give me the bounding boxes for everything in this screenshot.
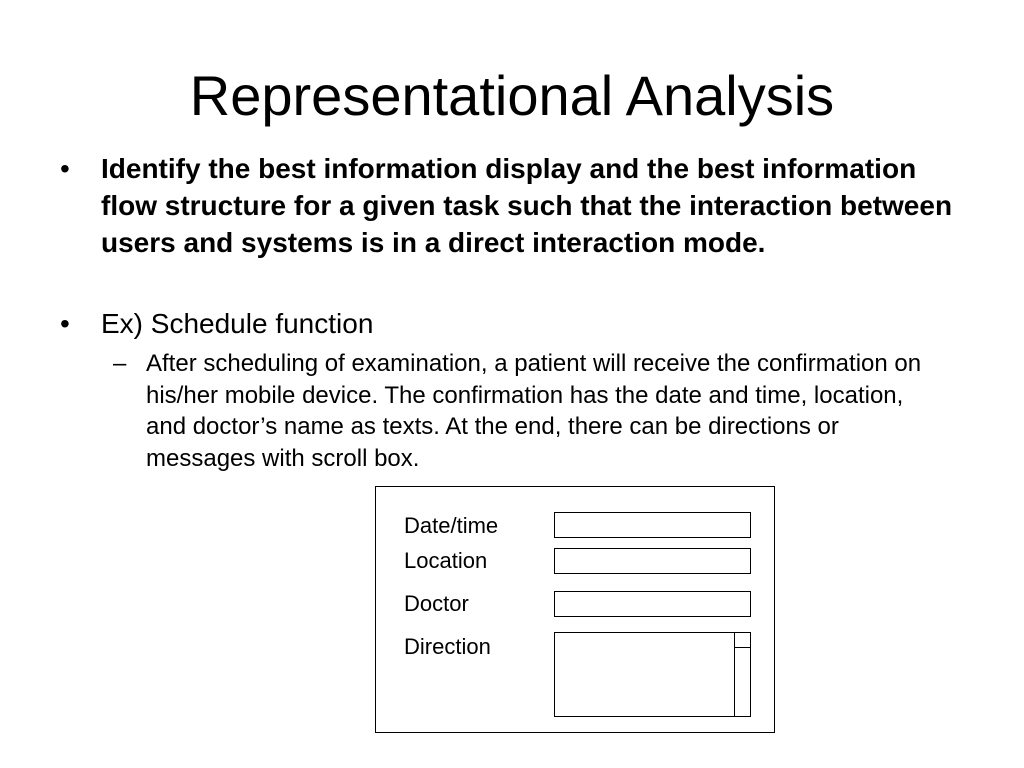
sub-bullet-text: After scheduling of examination, a patient will receive the confirmation on his/her mobile device. The confirmation has the date and time, location, and doctor’s name as texts. At the end, there can be directions or messages with scroll box.	[146, 350, 922, 472]
bullet-marker: •	[60, 308, 70, 339]
scroll-up-arrow[interactable]	[735, 633, 750, 648]
direction-scroll-box[interactable]	[554, 632, 751, 717]
slide-title: Representational Analysis	[189, 64, 835, 127]
scrollbar[interactable]	[734, 633, 750, 716]
sub-bullet-marker: –	[113, 350, 127, 377]
doctor-field[interactable]	[554, 591, 751, 617]
location-field[interactable]	[554, 548, 751, 574]
date-time-label: Date/time	[404, 513, 499, 538]
bullet-text: Identify the best information display and the best information flow structure for a given task such that the interaction between users and systems is in a direct interaction mode.	[101, 153, 953, 258]
bullet-item-identify	[60, 150, 960, 261]
direction-label: Direction	[404, 634, 491, 659]
sub-bullet-item	[113, 348, 943, 474]
bullet-marker: •	[60, 153, 70, 184]
bullet-item-example	[60, 305, 960, 342]
doctor-label: Doctor	[404, 591, 469, 616]
bullet-text: Ex) Schedule function	[101, 308, 374, 339]
location-label: Location	[404, 548, 488, 573]
date-time-field[interactable]	[554, 512, 751, 538]
confirmation-mockup	[375, 486, 775, 733]
